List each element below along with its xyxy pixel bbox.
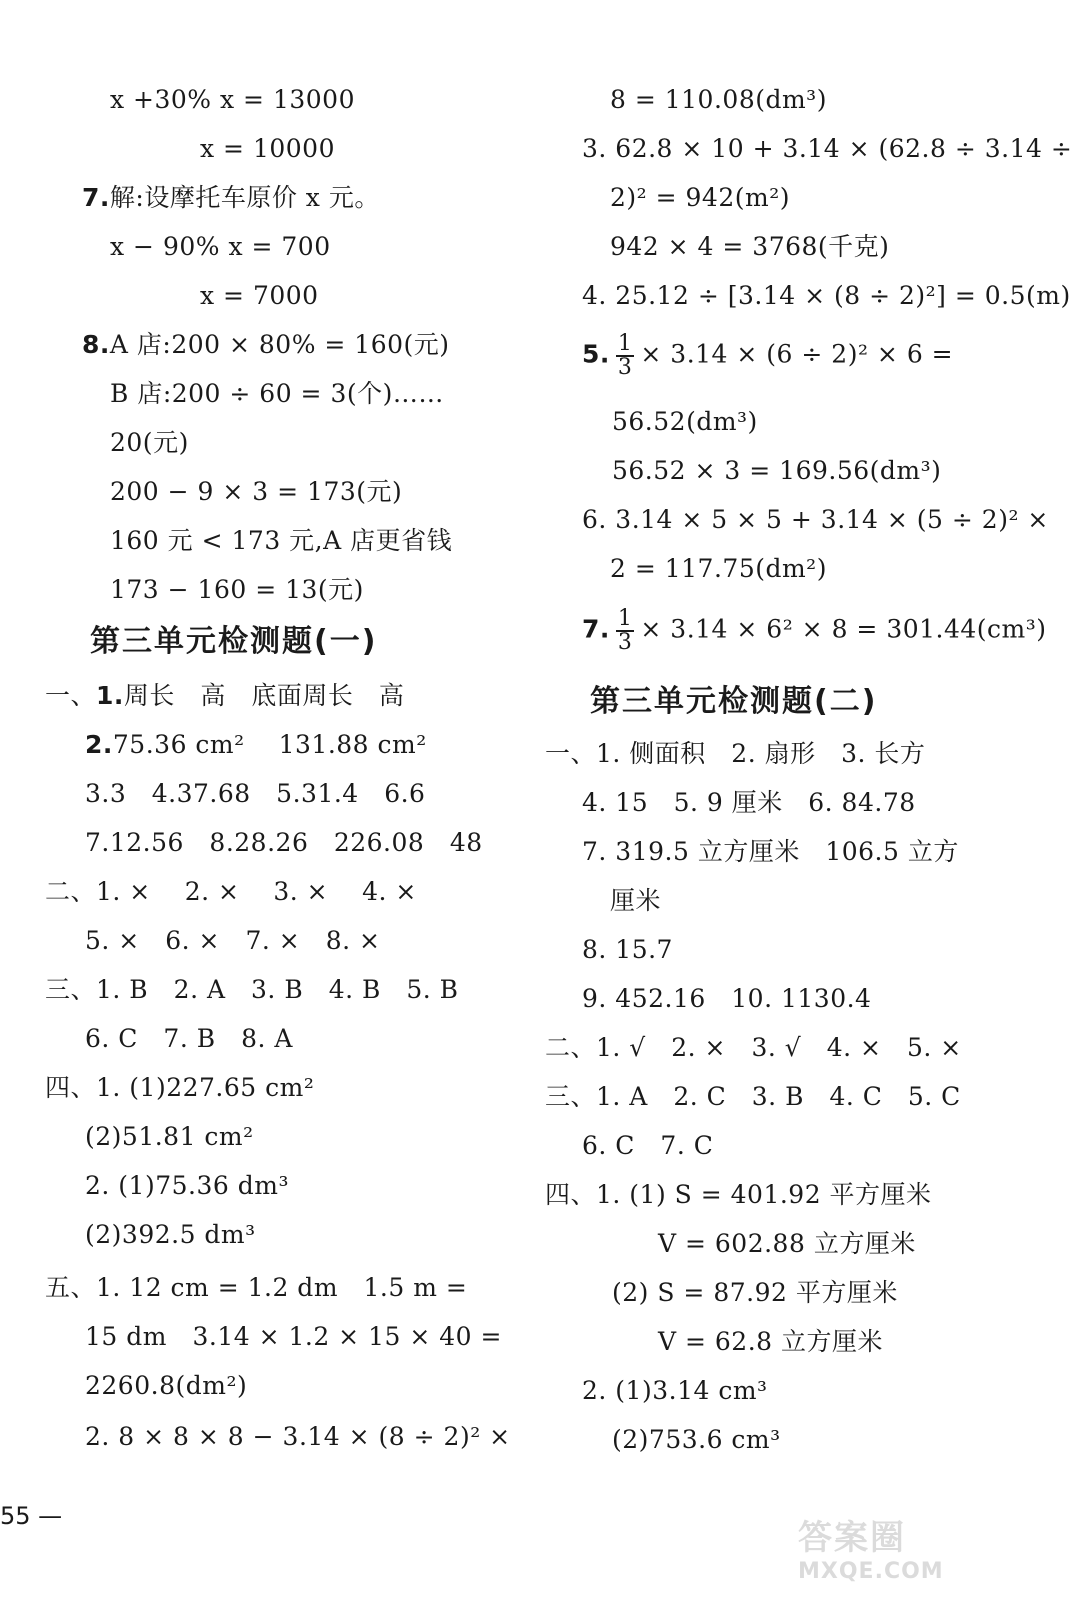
problem-text: 75.36 cm² 131.88 cm² bbox=[112, 730, 427, 759]
answer-line: 3. 62.8 × 10 + 3.14 × (62.8 ÷ 3.14 ÷ bbox=[582, 134, 1072, 163]
fraction bbox=[616, 608, 635, 654]
fraction bbox=[616, 333, 635, 379]
answer-line: 四、1. (1) S = 401.92 平方厘米 bbox=[545, 1180, 932, 1209]
answer-line: 160 元 < 173 元,A 店更省钱 bbox=[110, 526, 453, 555]
answer-line: 三、1. B 2. A 3. B 4. B 5. B bbox=[45, 975, 459, 1004]
answer-line: 一、1. 侧面积 2. 扇形 3. 长方 bbox=[545, 739, 926, 768]
fraction-denominator: 3 bbox=[617, 355, 633, 380]
equation-line: x − 90% x = 700 bbox=[110, 232, 331, 261]
answer-line: 6. C 7. C bbox=[582, 1131, 714, 1160]
section-marker: 一、 bbox=[45, 681, 97, 710]
answer-line: 2. (1)3.14 cm³ bbox=[582, 1376, 768, 1405]
answer-line: (2)392.5 dm³ bbox=[85, 1220, 256, 1249]
answer-line: 五、1. 12 cm = 1.2 dm 1.5 m = bbox=[45, 1273, 468, 1302]
problem-number: 7. bbox=[582, 614, 610, 644]
watermark-text: 答案圈 bbox=[798, 1518, 906, 1558]
problem-text: A 店:200 × 80% = 160(元) bbox=[109, 330, 450, 359]
equation-line: x = 7000 bbox=[200, 281, 319, 310]
answer-line: 2260.8(dm²) bbox=[85, 1371, 248, 1400]
answer-line: 7. 319.5 立方厘米 106.5 立方 bbox=[582, 837, 959, 866]
answer-line: 7.12.56 8.28.26 226.08 48 bbox=[85, 828, 483, 857]
answer-line: 二、1. √ 2. × 3. √ 4. × 5. × bbox=[545, 1033, 962, 1062]
answer-line: (2)753.6 cm³ bbox=[612, 1425, 781, 1454]
answer-line: 5. × 6. × 7. × 8. × bbox=[85, 926, 381, 955]
answer-line: 942 × 4 = 3768(千克) bbox=[610, 232, 890, 261]
answer-line: 173 − 160 = 13(元) bbox=[110, 575, 364, 604]
answer-line: 三、1. A 2. C 3. B 4. C 5. C bbox=[545, 1082, 961, 1111]
answer-line: 20(元) bbox=[110, 428, 189, 457]
watermark-url: MXQE.COM bbox=[798, 1559, 944, 1584]
answer-line: 2)² = 942(m²) bbox=[610, 183, 790, 212]
answer-line: 8 = 110.08(dm³) bbox=[610, 85, 827, 114]
problem-text: × 3.14 × (6 ÷ 2)² × 6 = bbox=[640, 339, 954, 369]
fraction-denominator: 3 bbox=[617, 630, 633, 655]
problem-text: × 3.14 × 6² × 8 = 301.44(cm³) bbox=[640, 614, 1047, 644]
equation-line: x = 10000 bbox=[200, 134, 335, 163]
problem-line bbox=[82, 182, 380, 214]
answer-line: 6. 3.14 × 5 × 5 + 3.14 × (5 ÷ 2)² × bbox=[582, 505, 1049, 534]
answer-line: 3.3 4.37.68 5.31.4 6.6 bbox=[85, 779, 426, 808]
answer-line: 二、1. × 2. × 3. × 4. × bbox=[45, 877, 417, 906]
answer-line: (2)51.81 cm² bbox=[85, 1122, 254, 1151]
answer-line: 2. 8 × 8 × 8 − 3.14 × (8 ÷ 2)² × bbox=[85, 1422, 511, 1451]
problem-number: 8. bbox=[82, 330, 110, 359]
answer-line: 厘米 bbox=[610, 886, 662, 915]
page-number: 55 — bbox=[0, 1502, 63, 1530]
answer-line: 56.52 × 3 = 169.56(dm³) bbox=[612, 456, 942, 485]
answer-line: 15 dm 3.14 × 1.2 × 15 × 40 = bbox=[85, 1322, 502, 1351]
problem-number: 1. bbox=[96, 681, 124, 710]
answer-line: 200 − 9 × 3 = 173(元) bbox=[110, 477, 403, 506]
problem-text: 解:设摩托车原价 x 元。 bbox=[109, 183, 380, 212]
problem-line bbox=[82, 329, 450, 361]
answer-line: 2 = 117.75(dm²) bbox=[610, 554, 827, 583]
answer-line: V = 602.88 立方厘米 bbox=[658, 1229, 916, 1258]
answer-line: 56.52(dm³) bbox=[612, 407, 758, 436]
problem-text: 周长 高 底面周长 高 bbox=[123, 681, 405, 710]
answer-line bbox=[45, 680, 404, 712]
answer-line bbox=[582, 333, 953, 379]
answer-line: 9. 452.16 10. 1130.4 bbox=[582, 984, 872, 1013]
section-heading: 第三单元检测题(二) bbox=[590, 684, 878, 719]
answer-line: V = 62.8 立方厘米 bbox=[658, 1327, 884, 1356]
answer-line: 6. C 7. B 8. A bbox=[85, 1024, 293, 1053]
answer-line: 2. (1)75.36 dm³ bbox=[85, 1171, 289, 1200]
fraction-numerator: 1 bbox=[617, 606, 633, 631]
equation-line: x +30% x = 13000 bbox=[110, 85, 355, 114]
problem-number: 2. bbox=[85, 730, 113, 759]
section-heading: 第三单元检测题(一) bbox=[90, 624, 378, 659]
answer-line: 4. 25.12 ÷ [3.14 × (8 ÷ 2)²] = 0.5(m) bbox=[582, 281, 1071, 310]
answer-line: 8. 15.7 bbox=[582, 935, 673, 964]
answer-line: B 店:200 ÷ 60 = 3(个)…… bbox=[110, 379, 444, 408]
fraction-numerator: 1 bbox=[617, 331, 633, 356]
watermark-logo bbox=[798, 1510, 968, 1590]
answer-line: 4. 15 5. 9 厘米 6. 84.78 bbox=[582, 788, 916, 817]
problem-number: 5. bbox=[582, 339, 610, 369]
answer-line bbox=[582, 608, 1047, 654]
answer-line bbox=[85, 729, 427, 761]
answer-line: (2) S = 87.92 平方厘米 bbox=[612, 1278, 898, 1307]
problem-number: 7. bbox=[82, 183, 110, 212]
answer-line: 四、1. (1)227.65 cm² bbox=[45, 1073, 315, 1102]
